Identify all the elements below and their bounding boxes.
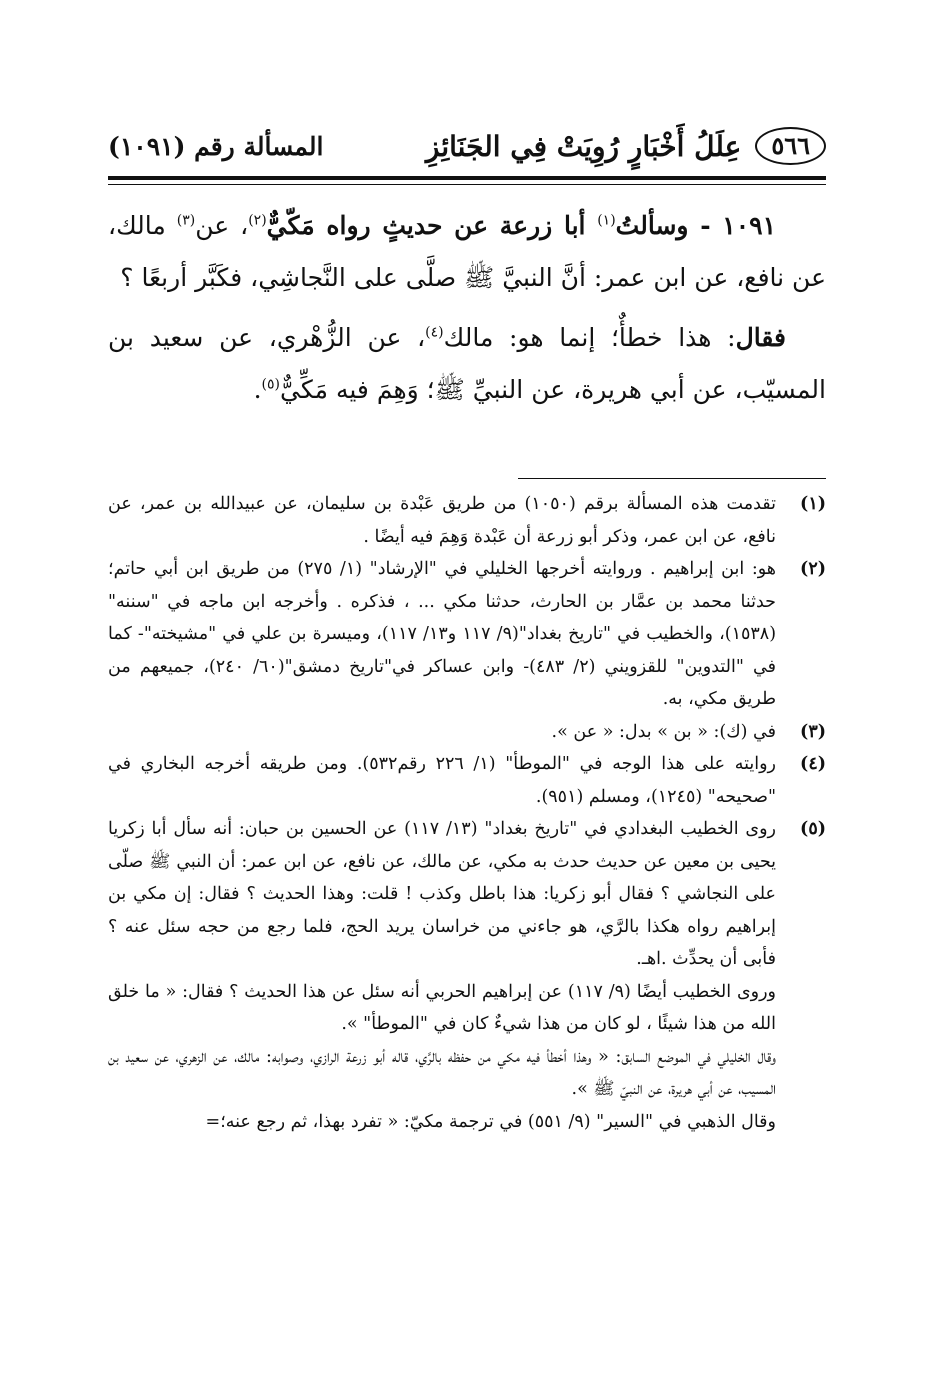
footnote-text: وقال الخليلي في الموضع السابق: « وهذا أخطأ فيه مكي من حفظه بالرَّي، قاله أبو زرعة الرازي، وصوابه: مالك، عن الزهري، عن سعيد بن المسيب، عن أبي هريرة، عن النبيّ ﷺ ». [108,1046,776,1099]
footnote-separator [518,478,826,479]
answer-text-3: . [253,375,262,404]
footnote-text: وروى الخطيب أيضًا (٩/ ١١٧) عن إبراهيم الحربي أنه سئل عن هذا الحديث ؟ فقال: « ما خلق الله من هذا شيئًا ، لو كان من هذا شيءٌ كان في "الموطأ" ». [108,981,776,1034]
running-header [108,118,826,174]
footnote-body [108,716,776,749]
footnote-number: (٣) [800,721,826,742]
main-text [108,200,826,416]
footnote-body [108,553,776,716]
header-rule-thin [108,184,826,185]
footnote-ref-1[interactable]: (١) [597,212,616,229]
footnote-5 [108,813,826,1138]
footnote-number: (٢) [800,559,826,579]
footnote-text: وقال الذهبي في "السير" (٩/ ٥٥١) في ترجمة مكيّ: « تفرد بهذا، ثم رجع عنه؛= [205,1111,776,1132]
footnote-text: تقدمت هذه المسألة برقم (١٠٥٠) من طريق عَبْدة بن سليمان، عن عبيدالله بن عمر، عن نافع، عن ابن عمر، وذكر أبو زرعة أن عَبْدة وَهِمَ فيه أيضًا . [108,494,777,547]
header-right-group [426,127,826,165]
footnote-body [108,813,776,1138]
issue-number: المسألة رقم (١٠٩١) [108,131,324,161]
header-rule-thick [108,176,826,180]
answer-lead: فقال [735,323,786,352]
footnote-number: (٥) [800,819,826,839]
page-number: ٥٦٦ [755,127,826,165]
answer-text-2: ، عن الزُّهْري، عن سعيد بن المسيّب، عن أبي هريرة، عن النبيِّ ﷺ؛ وَهِمَ فيه مَكِّيٌّ [108,323,826,404]
footnote-body [108,748,776,813]
question-paragraph [108,200,826,304]
question-lead: ١٠٩١ - وسألتُ [615,211,777,240]
footnote-text: روى الخطيب البغدادي في "تاريخ بغداد" (١٣/ ١١٧) عن الحسين بن حبان: أنه سأل أبا زكريا يحيى بن معين عن حديث حدث به مكي، عن مالك، عن نافع، عن ابن عمر: أن النبي ﷺ صلّى على النجاشي ؟ فقال أبو زكريا: هذا باطل وكذب ! قلت: وهذا الحديث ؟ فقال: إن مكي بن إبراهيم رواه هكذا بالرَّي، هو جاءني من خراسان يريد الحج، فلما رجع من حجه سئل عنه ؟ فأبى أن يحدِّث .اهـ. [108,819,776,969]
footnote-1 [108,488,826,553]
footnote-number: (١) [800,494,826,514]
question-text-2: ، عن [195,211,249,240]
answer-paragraph [108,312,826,416]
footnote-ref-5[interactable]: (٥) [261,376,280,393]
question-text-1: أبا زرعة عن حديثٍ رواه مَكّيٌّ [266,211,598,240]
footnote-ref-3[interactable]: (٣) [176,212,196,229]
footnote-2 [108,553,826,716]
footnote-ref-4[interactable]: (٤) [425,324,444,341]
question-text-3: مالك، عن نافع، عن ابن عمر: أنَّ النبيَّ ﷺ صلَّى على النَّجاشِي، فكَبَّر أربعًا ؟ [108,211,826,292]
book-title: عِلَلُ أَخْبَارٍ رُوِيَتْ فِي الجَنَائِزِ [425,129,742,163]
footnotes [108,488,826,1138]
footnote-text: في (ك): « بن » بدل: « عن ». [551,721,776,742]
footnote-3 [108,716,826,749]
answer-text-1: : هذا خطأٌ؛ إنما هو: مالك [443,323,736,352]
footnote-text: هو: ابن إبراهيم . وروايته أخرجها الخليلي في "الإرشاد" (١/ ٢٧٥) من طريق ابن أبي حاتم؛ حدثنا محمد بن عمَّار بن الحارث، حدثنا مكي ... ، فذكره . وأخرجه ابن ماجه في "سننه" (١٥٣٨)، والخطيب في "تاريخ بغداد"(٩/ ١١٧ و١٣/ ١١٧)، وميسرة بن علي في "مشيخته"- كما في "التدوين" للقزويني (٢/ ٤٨٣)- وابن عساكر في"تاريخ دمشق"(٦٠/ ٢٤٠)، جميعهم من طريق مكي، به. [108,559,777,709]
footnote-text: روايته على هذا الوجه في "الموطأ" (١/ ٢٢٦ رقم٥٣٢). ومن طريقه أخرجه البخاري في "صحيحه" (١٢٤٥)، ومسلم (٩٥١). [108,754,777,807]
footnote-4 [108,748,826,813]
footnote-number: (٤) [800,754,826,774]
footnote-ref-2[interactable]: (٢) [248,212,267,229]
footnote-body [108,488,776,553]
